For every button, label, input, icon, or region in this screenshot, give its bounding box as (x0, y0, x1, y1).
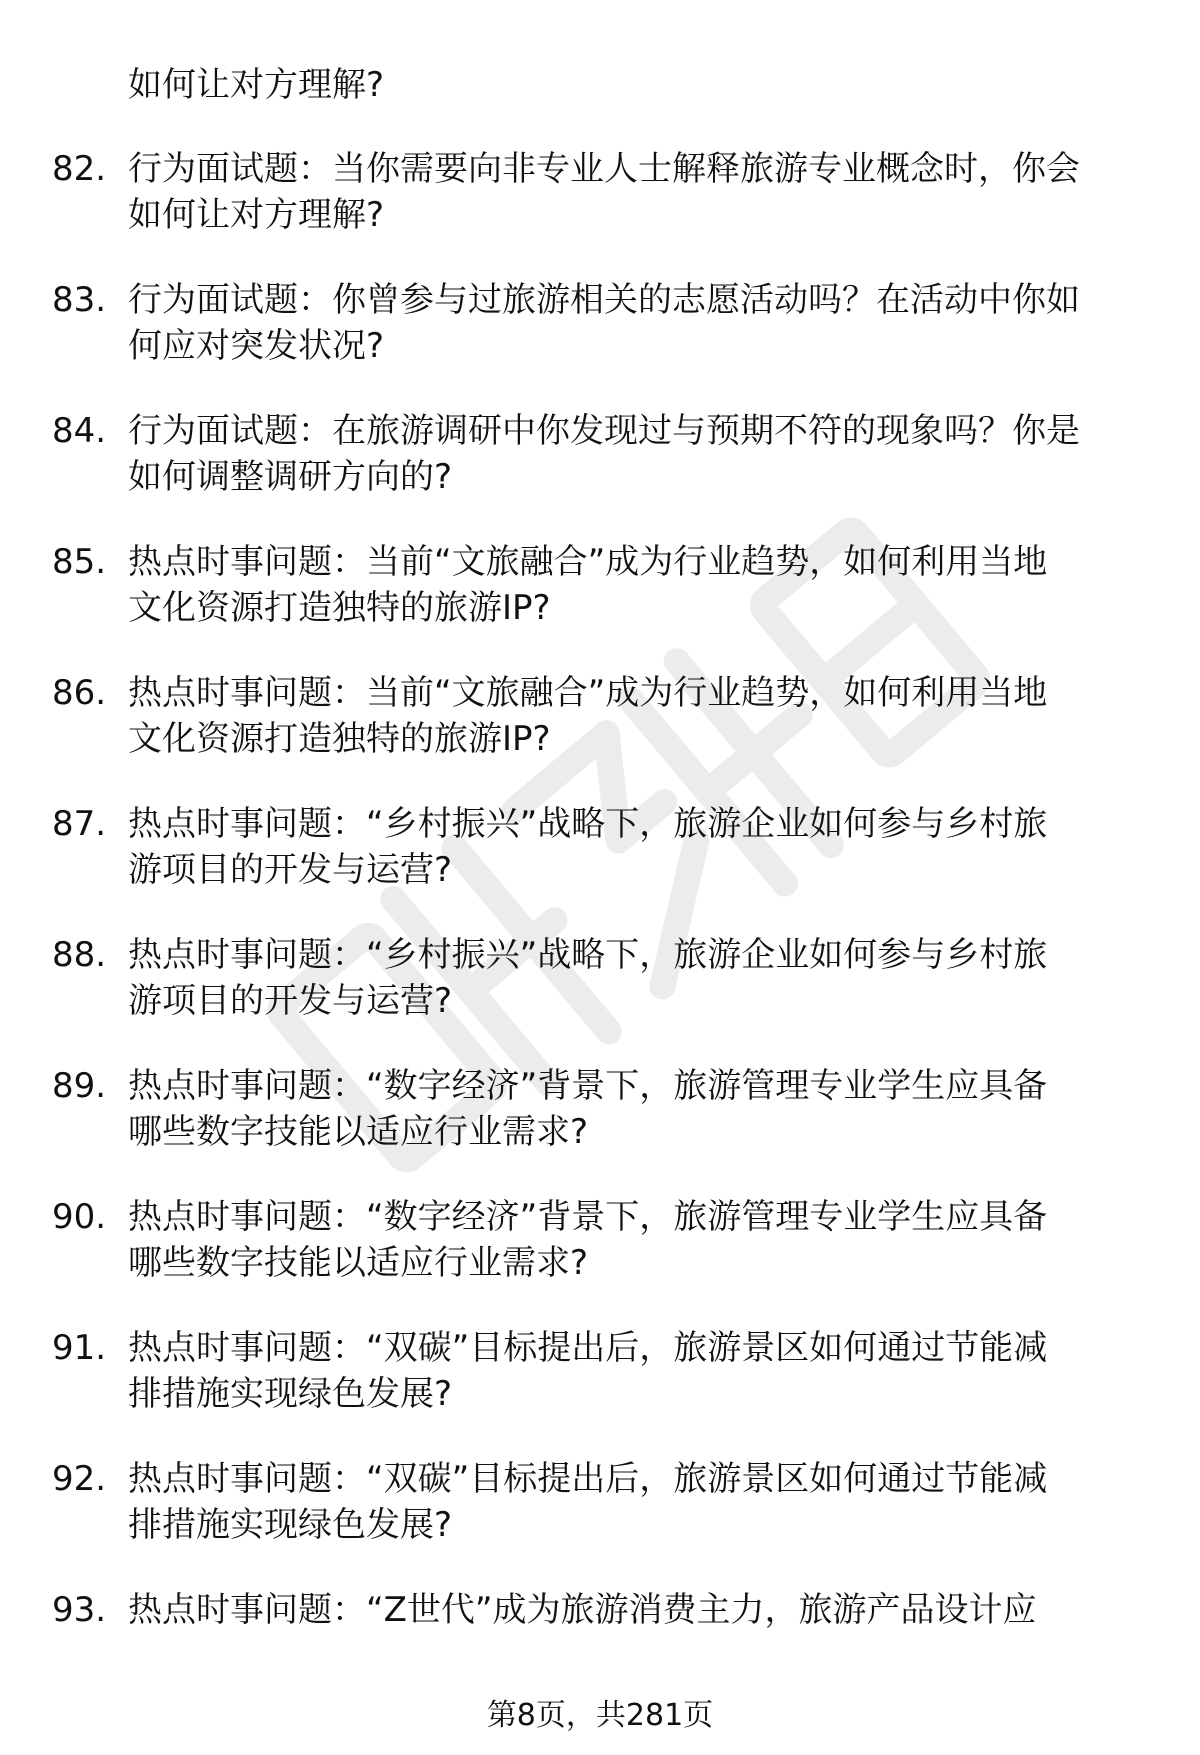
question-line: 热点时事问题：“双碳”目标提出后，旅游景区如何通过节能减 (128, 1459, 1048, 1499)
question-line: 排措施实现绿色发展? (128, 1374, 453, 1414)
question-line: 热点时事问题：“双碳”目标提出后，旅游景区如何通过节能减 (128, 1328, 1048, 1368)
question-line: 文化资源打造独特的旅游IP? (128, 588, 551, 628)
question-line: 行为面试题：你曾参与过旅游相关的志愿活动吗？在活动中你如 (128, 280, 1080, 320)
question-number: 93. (52, 1590, 107, 1630)
list-item (0, 146, 1200, 277)
question-text (128, 1587, 1148, 1633)
question-number: 88. (52, 935, 107, 975)
question-number: 91. (52, 1328, 107, 1368)
question-text (128, 670, 1148, 762)
question-line: 如何让对方理解? (128, 195, 385, 235)
question-text (128, 1063, 1148, 1155)
list-item (0, 1194, 1200, 1325)
question-line: 游项目的开发与运营? (128, 981, 453, 1021)
question-number: 82. (52, 149, 107, 189)
question-line: 热点时事问题：“Z世代”成为旅游消费主力，旅游产品设计应 (128, 1590, 1037, 1630)
question-number: 90. (52, 1197, 107, 1237)
question-number: 86. (52, 673, 107, 713)
question-line: 热点时事问题：当前“文旅融合”成为行业趋势，如何利用当地 (128, 673, 1048, 713)
list-item (0, 1325, 1200, 1456)
question-line: 游项目的开发与运营? (128, 850, 453, 890)
list-item (0, 801, 1200, 932)
question-line: 热点时事问题：当前“文旅融合”成为行业趋势，如何利用当地 (128, 542, 1048, 582)
question-text (128, 801, 1148, 893)
page-footer: 第8页，共281页 (486, 1698, 714, 1733)
question-line: 热点时事问题：“数字经济”背景下，旅游管理专业学生应具备 (128, 1066, 1048, 1106)
question-line: 行为面试题：在旅游调研中你发现过与预期不符的现象吗？你是 (128, 411, 1080, 451)
list-item (0, 932, 1200, 1063)
list-item (0, 670, 1200, 801)
question-number: 84. (52, 411, 107, 451)
question-line: 热点时事问题：“乡村振兴”战略下，旅游企业如何参与乡村旅 (128, 935, 1048, 975)
question-text (128, 277, 1148, 369)
question-text (128, 932, 1148, 1024)
question-line: 热点时事问题：“乡村振兴”战略下，旅游企业如何参与乡村旅 (128, 804, 1048, 844)
question-list (0, 146, 1200, 1718)
question-text (128, 1194, 1148, 1286)
question-number: 87. (52, 804, 107, 844)
question-number: 83. (52, 280, 107, 320)
question-line: 何应对突发状况? (128, 326, 385, 366)
list-item (0, 1456, 1200, 1587)
list-item (0, 539, 1200, 670)
question-number: 85. (52, 542, 107, 582)
question-number: 89. (52, 1066, 107, 1106)
question-line: 排措施实现绿色发展? (128, 1505, 453, 1545)
question-text (128, 408, 1148, 500)
list-item (0, 1063, 1200, 1194)
question-line: 文化资源打造独特的旅游IP? (128, 719, 551, 759)
list-item (0, 408, 1200, 539)
question-line: 如何调整调研方向的? (128, 457, 453, 497)
question-text (128, 146, 1148, 238)
question-line: 热点时事问题：“数字经济”背景下，旅游管理专业学生应具备 (128, 1197, 1048, 1237)
question-line: 哪些数字技能以适应行业需求? (128, 1112, 589, 1152)
question-text (128, 1325, 1148, 1417)
question-text (128, 539, 1148, 631)
list-item (0, 277, 1200, 408)
continuation-text: 如何让对方理解? (128, 65, 385, 105)
question-text (128, 1456, 1148, 1548)
question-line: 行为面试题：当你需要向非专业人士解释旅游专业概念时，你会 (128, 149, 1080, 189)
question-line: 哪些数字技能以适应行业需求? (128, 1243, 589, 1283)
question-number: 92. (52, 1459, 107, 1499)
